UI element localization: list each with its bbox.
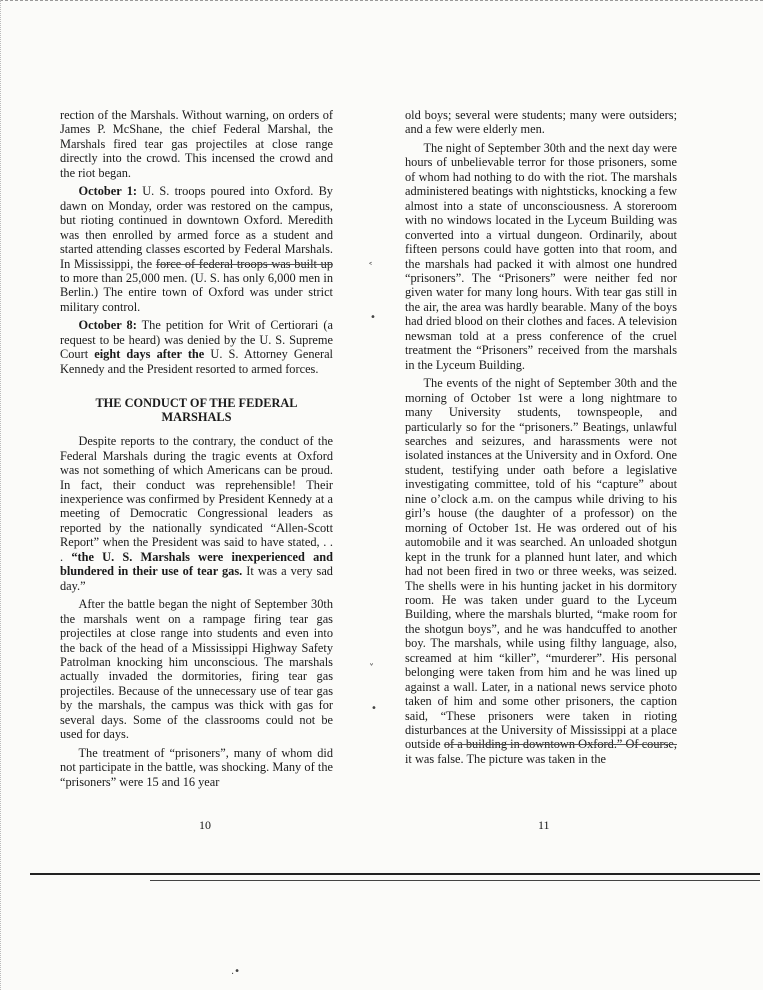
paragraph-text: The petition for Writ of Certiorari (a request to be heard) was denied by the U. S. Supreme Court xyxy=(60,318,333,362)
paragraph xyxy=(60,318,333,376)
right-column xyxy=(405,108,677,766)
paragraph xyxy=(405,376,677,766)
scan-speck: • xyxy=(370,312,376,323)
bottom-rule-thin xyxy=(150,880,760,881)
paragraph-text: U. S. troops poured into Oxford. By dawn on Monday, order was restored on the campus, but rioting continued in downtown Oxford. Meredith was then enrolled by armed force as a student and started attending classes escorted by Federal Marshals. In Mississippi, the xyxy=(60,184,333,271)
section-heading: THE CONDUCT OF THE FEDERAL MARSHALS xyxy=(95,396,298,425)
paragraph-text: it was false. The picture was taken in the xyxy=(405,751,606,766)
paragraph-text: U. S. Attorney General Kennedy and the President resorted to armed forces. xyxy=(60,347,333,376)
paragraph xyxy=(60,184,333,314)
scan-speck: .• xyxy=(231,966,241,977)
paragraph-text: Despite reports to the contrary, the conduct of the Federal Marshals during the tragic events at Oxford was not something of which Americans can be proud. In fact, their conduct was reprehensible! Their inexperience was confirmed by President Kennedy at a meeting of Democratic Congressional leaders as reported by the nationally syndicated “Allen-Scott Report” when the President was said to have stated, . . . xyxy=(60,434,333,564)
paragraph-text: to more than 25,000 men. (U. S. has only 6,000 men in Berlin.) The entire town of Oxford was under strict military control. xyxy=(60,270,333,314)
paragraph: old boys; several were students; many were outsiders; and a few were elderly men. xyxy=(405,108,677,137)
bold-quote: “the U. S. Marshals were inexperienced and blundered in their use of tear gas. xyxy=(60,549,333,579)
page-top-edge xyxy=(0,0,763,1)
left-column xyxy=(60,108,333,789)
paragraph: rection of the Marshals. Without warning, on orders of James P. McShane, the chief Federal Marshal, the Marshals fired tear gas projectiles at close range directly into the crowd. This incensed the crowd and the riot began. xyxy=(60,108,333,180)
paragraph: The night of September 30th and the next day were hours of unbelievable terror for those prisoners, some of whom had nothing to do with the riot. The marshals administered beatings with nightsticks, knocking a few almost into a state of unconsciousness. A storeroom with no windows located in the Lyceum Building was converted into a virtual dungeon. Ordinarily, about fifteen persons could have gotten into that room, and the marshals had packed it with almost one hundred “prisoners”. The “Prisoners” were neither fed nor given water for many long hours. With tear gas still in the air, the area was hardly bearable. Many of the boys had dried blood on their clothes and faces. A television newsman told at a press conference of the cruel treatment the “Prisoners” received from the marshals in the Lyceum Building. xyxy=(405,140,677,372)
scan-speck: ˂ xyxy=(368,262,373,273)
date-label: October 8: xyxy=(78,318,137,333)
date-label: October 1: xyxy=(78,184,137,199)
page-number-right: 11 xyxy=(538,818,550,832)
paragraph xyxy=(60,434,333,593)
paragraph: After the battle began the night of September 30th the marshals went on a rampage firing tear gas projectiles at close range into students and even into the back of the head of a Mississippi Highway Safety Patrolman knocking him unconscious. The marshals actually invaded the dormitories, firing tear gas projectiles. Because of the unnecessary use of tear gas by the marshals, the campus was thick with gas for several days. Some of the classrooms could not be used for days. xyxy=(60,597,333,742)
scan-speck: • xyxy=(371,703,377,714)
paragraph-text: The events of the night of September 30th and the morning of October 1st were a long nightmare to many University students, townspeople, and particularly so for the “prisoners.” Beatings, unlawful searches and seizures, and harassments were not isolated instances at the University and in Oxford. One student, testifying under oath before a legislative investigating committee, told of his “capture” about nine o’clock a.m. on the campus while driving to his girl’s house (the daughter of a professor) on the morning of October 1st. He was ordered out of his automobile and it was searched. An unloaded shotgun kept in the trunk for a planned hunt later, and which had not been fired in two or three weeks, was seized. The shells were in his hunting jacket in his dormitory room. He was taken under guard to the Lyceum Building, where the marshals blurted, “make room for the shotgun boys”, and he was handcuffed to another boy. The marshals, while using filthy language, also, screamed at him “killer”, “murderer”. His personal belonging were taken from him and he was lined up against a wall. Later, in a national news service photo taken of him and some other prisoners, the caption said, “These prisoners were taken in rioting disturbances at the University of Mississippi at a place outside xyxy=(405,376,677,752)
scan-speck: ˅ xyxy=(369,663,374,674)
bottom-rule xyxy=(30,873,760,875)
page-number-left: 10 xyxy=(199,818,211,832)
paragraph: The treatment of “prisoners”, many of whom did not participate in the battle, was shocking. Many of the “prisoners” were 15 and 16 year xyxy=(60,745,333,789)
page-left-edge xyxy=(0,0,1,990)
struck-text: force of federal troops was built up xyxy=(155,256,333,271)
bold-text: eight days after the xyxy=(94,347,205,362)
struck-text: of a building in downtown Oxford.” Of course, xyxy=(443,737,677,752)
paragraph-text: It was a very sad day.” xyxy=(60,564,333,593)
